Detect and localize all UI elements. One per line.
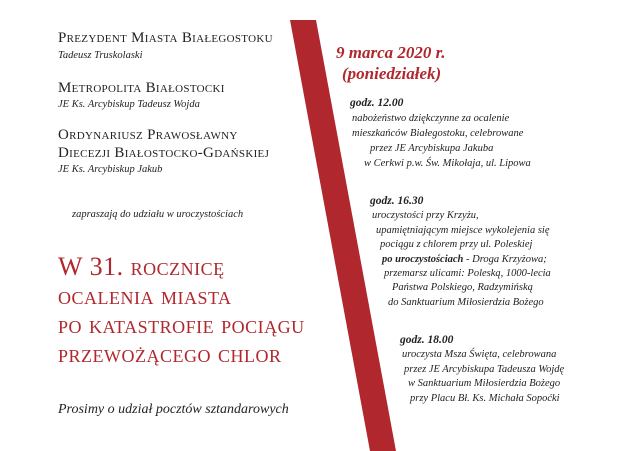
- event-2-line-4: [382, 253, 547, 268]
- event-weekday: (poniedziałek): [342, 64, 442, 83]
- event-1-line-3: przez JE Arcybiskupa Jakuba: [370, 143, 494, 154]
- event-1-line-4: w Cerkwi p.w. Św. Mikołaja, ul. Lipowa: [364, 158, 531, 169]
- host-title-metropolitan: Metropolita Białostocki: [58, 80, 225, 96]
- host-name-president: Tadeusz Truskolaski: [58, 50, 143, 61]
- event-1-time: godz. 12.00: [350, 97, 404, 109]
- host-name-ordinary: JE Ks. Arcybiskup Jakub: [58, 164, 163, 175]
- event-date: 9 marca 2020 r.: [336, 43, 446, 62]
- event-1-line-2: mieszkańców Białegostoku, celebrowane: [352, 128, 524, 139]
- event-2-bold-rest: - Droga Krzyżowa;: [463, 254, 547, 265]
- event-2-line-7: do Sanktuarium Miłosierdzia Bożego: [388, 297, 544, 308]
- event-2-line-5: przemarsz ulicami: Poleską, 1000-lecia: [384, 268, 551, 279]
- host-title-president: Prezydent Miasta Białegostoku: [58, 30, 273, 46]
- invite-text: zapraszają do udziału w uroczystościach: [72, 209, 244, 220]
- headline-line-1: W 31. rocznicę: [58, 252, 225, 281]
- event-3-line-3: w Sanktuarium Miłosierdzia Bożego: [408, 378, 561, 389]
- host-title-ordinary-line2: Diecezji Białostocko-Gdańskiej: [58, 145, 270, 161]
- headline-line-4: przewożącego chlor: [58, 339, 282, 368]
- event-1-line-1: nabożeństwo dziękczynne za ocalenie: [352, 113, 510, 124]
- event-2-line-3: pociągu z chlorem przy ul. Poleskiej: [380, 239, 533, 250]
- event-2-line-2: upamiętniającym miejsce wykolejenia się: [376, 225, 550, 236]
- headline-line-3: po katastrofie pociągu: [58, 310, 305, 339]
- event-3-line-1: uroczysta Msza Święta, celebrowana: [402, 349, 557, 360]
- host-title-ordinary-line1: Ordynariusz Prawosławny: [58, 127, 238, 143]
- headline-line-2: ocalenia miasta: [58, 281, 232, 310]
- event-3-time: godz. 18.00: [400, 334, 454, 346]
- event-2-line-6: Państwa Polskiego, Radzymińską: [392, 282, 533, 293]
- event-2-line-1: uroczystości przy Krzyżu,: [372, 210, 479, 221]
- host-name-metropolitan: JE Ks. Arcybiskup Tadeusz Wojda: [58, 99, 200, 110]
- event-2-time: godz. 16.30: [370, 195, 424, 207]
- event-3-line-2: przez JE Arcybiskupa Tadeusza Wojdę: [404, 364, 565, 375]
- footer-text: Prosimy o udział pocztów sztandarowych: [58, 402, 289, 417]
- event-2-bold-label: po uroczystościach: [382, 254, 464, 265]
- event-3-line-4: przy Placu Bł. Ks. Michała Sopoćki: [410, 393, 560, 404]
